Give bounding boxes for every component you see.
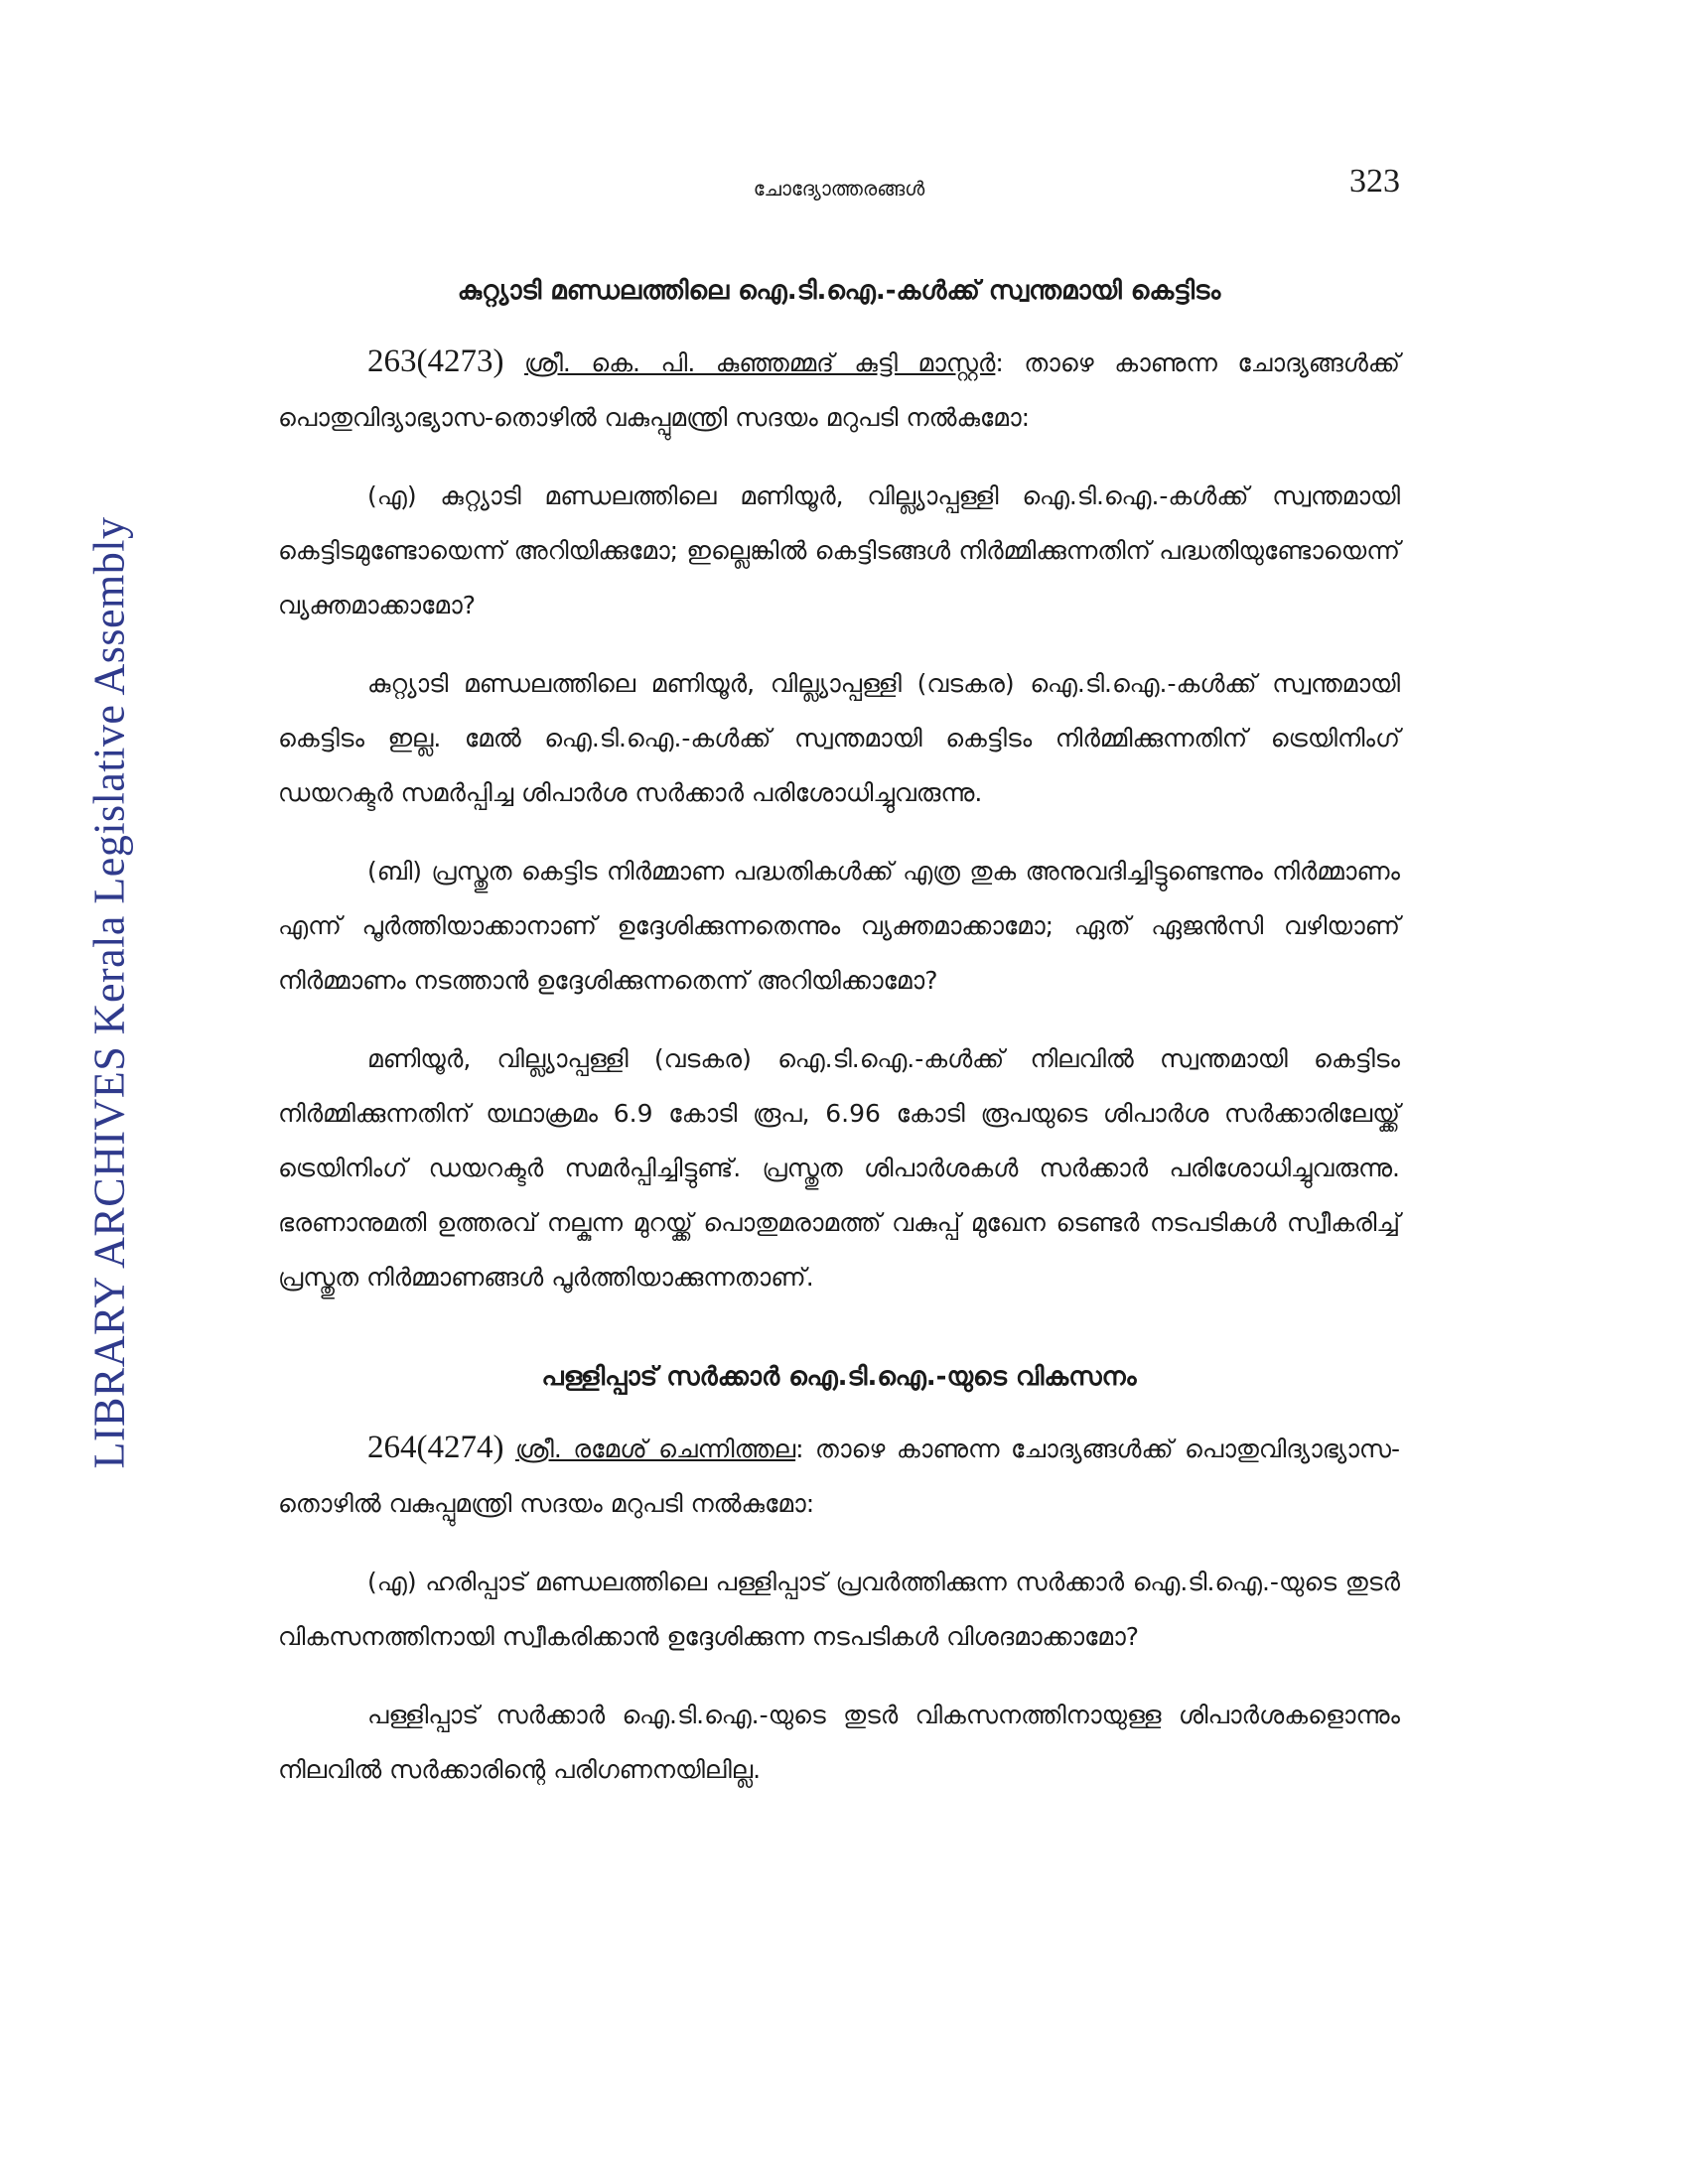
section-heading: പള്ളിപ്പാട് സർക്കാർ ഐ.ടി.ഐ.-യുടെ വികസനം [541,1362,1137,1392]
page-number: 323 [1349,163,1400,200]
question-section-264 [278,1362,1400,1797]
question-part-a: (എ) കുറ്റ്യാടി മണ്ഡലത്തിലെ മണിയൂർ, വില്ല്യാപ്പള്ളി ഐ.ടി.ഐ.-കൾക്ക് സ്വന്തമായി കെട്ടിടമുണ്ടോയെന്ന് അറിയിക്കുമോ; ഇല്ലെങ്കിൽ കെട്ടിടങ്ങൾ നിർമ്മിക്കുന്നതിന് പദ്ധതിയുണ്ടോയെന്ന് വ്യക്തമാക്കാമോ? [278,481,1400,619]
question-intro-text: : താഴെ കാണുന്ന ചോദ്യങ്ങൾക്ക് പൊതുവിദ്യാഭ്യാസ-തൊഴിൽ വകുപ്പുമന്ത്രി സദയം മറുപടി നൽകുമോ: [278,1434,1400,1518]
question-part-b: (ബി) പ്രസ്തുത കെട്ടിട നിർമ്മാണ പദ്ധതികൾക്ക് എത്ര തുക അനുവദിച്ചിട്ടുണ്ടെന്നും നിർമ്മാണം എന്ന് പൂർത്തിയാക്കാനാണ് ഉദ്ദേശിക്കുന്നതെന്നും വ്യക്തമാക്കാമോ; ഏത് ഏജൻസി വഴിയാണ് നിർമ്മാണം നടത്താൻ ഉദ്ദേശിക്കുന്നതെന്ന് അറിയിക്കാമോ? [278,857,1400,995]
question-number: 264(4274) [367,1430,504,1465]
question-part-a: (എ) ഹരിപ്പാട് മണ്ഡലത്തിലെ പള്ളിപ്പാട് പ്രവർത്തിക്കുന്ന സർക്കാർ ഐ.ടി.ഐ.-യുടെ തുടർ വികസനത്തിനായി സ്വീകരിക്കാൻ ഉദ്ദേശിക്കുന്ന നടപടികൾ വിശദമാക്കാമോ? [278,1568,1400,1651]
section-heading: കുറ്റ്യാടി മണ്ഡലത്തിലെ ഐ.ടി.ഐ.-കൾക്ക് സ്വന്തമായി കെട്ടിടം [457,276,1221,306]
member-name: ശ്രീ. കെ. പി. കുഞ്ഞമ്മദ് കുട്ടി മാസ്റ്റർ [524,348,996,377]
library-archives-watermark: LIBRARY ARCHIVES Kerala Legislative Assembly [84,516,134,1469]
question-intro [278,335,1400,445]
question-intro-text: : താഴെ കാണുന്ന ചോദ്യങ്ങൾക്ക് പൊതുവിദ്യാഭ്യാസ-തൊഴിൽ വകുപ്പുമന്ത്രി സദയം മറുപടി നൽകുമോ: [278,348,1400,432]
answer-part-b: മണിയൂർ, വില്ല്യാപ്പള്ളി (വടകര) ഐ.ടി.ഐ.-കൾക്ക് നിലവിൽ സ്വന്തമായി കെട്ടിടം നിർമ്മിക്കുന്നതിന് യഥാക്രമം 6.9 കോടി രൂപ, 6.96 കോടി രൂപയുടെ ശിപാർശ സർക്കാരിലേയ്ക്ക് ട്രെയിനിംഗ് ഡയറക്ടർ സമർപ്പിച്ചിട്ടുണ്ട്. പ്രസ്തുത ശിപാർശകൾ സർക്കാർ പരിശോധിച്ചുവരുന്നു. ഭരണാനുമതി ഉത്തരവ് നല്കുന്ന മുറയ്ക്ക് പൊതുമരാമത്ത് വകുപ്പ് മുഖേന ടെണ്ടർ നടപടികൾ സ്വീകരിച്ച് പ്രസ്തുത നിർമ്മാണങ്ങൾ പൂർത്തിയാക്കുന്നതാണ്. [278,1044,1400,1292]
question-section-263 [278,276,1400,1304]
answer-part-a: പള്ളിപ്പാട് സർക്കാർ ഐ.ടി.ഐ.-യുടെ തുടർ വികസനത്തിനായുള്ള ശിപാർശകളൊന്നും നിലവിൽ സർക്കാരിന്റെ പരിഗണനയിലില്ല. [278,1701,1400,1784]
running-title: ചോദ്യോത്തരങ്ങൾ [753,177,925,201]
answer-part-a: കുറ്റ്യാടി മണ്ഡലത്തിലെ മണിയൂർ, വില്ല്യാപ്പള്ളി (വടകര) ഐ.ടി.ഐ.-കൾക്ക് സ്വന്തമായി കെട്ടിടം ഇല്ല. മേൽ ഐ.ടി.ഐ.-കൾക്ക് സ്വന്തമായി കെട്ടിടം നിർമ്മിക്കുന്നതിന് ട്രെയിനിംഗ് ഡയറക്ടർ സമർപ്പിച്ച ശിപാർശ സർക്കാർ പരിശോധിച്ചുവരുന്നു. [278,669,1400,807]
document-page [278,159,1400,1821]
running-head [278,159,1400,218]
question-number: 263(4273) [367,343,504,379]
member-name: ശ്രീ. രമേശ് ചെന്നിത്തല [514,1434,796,1463]
question-intro [278,1421,1400,1531]
